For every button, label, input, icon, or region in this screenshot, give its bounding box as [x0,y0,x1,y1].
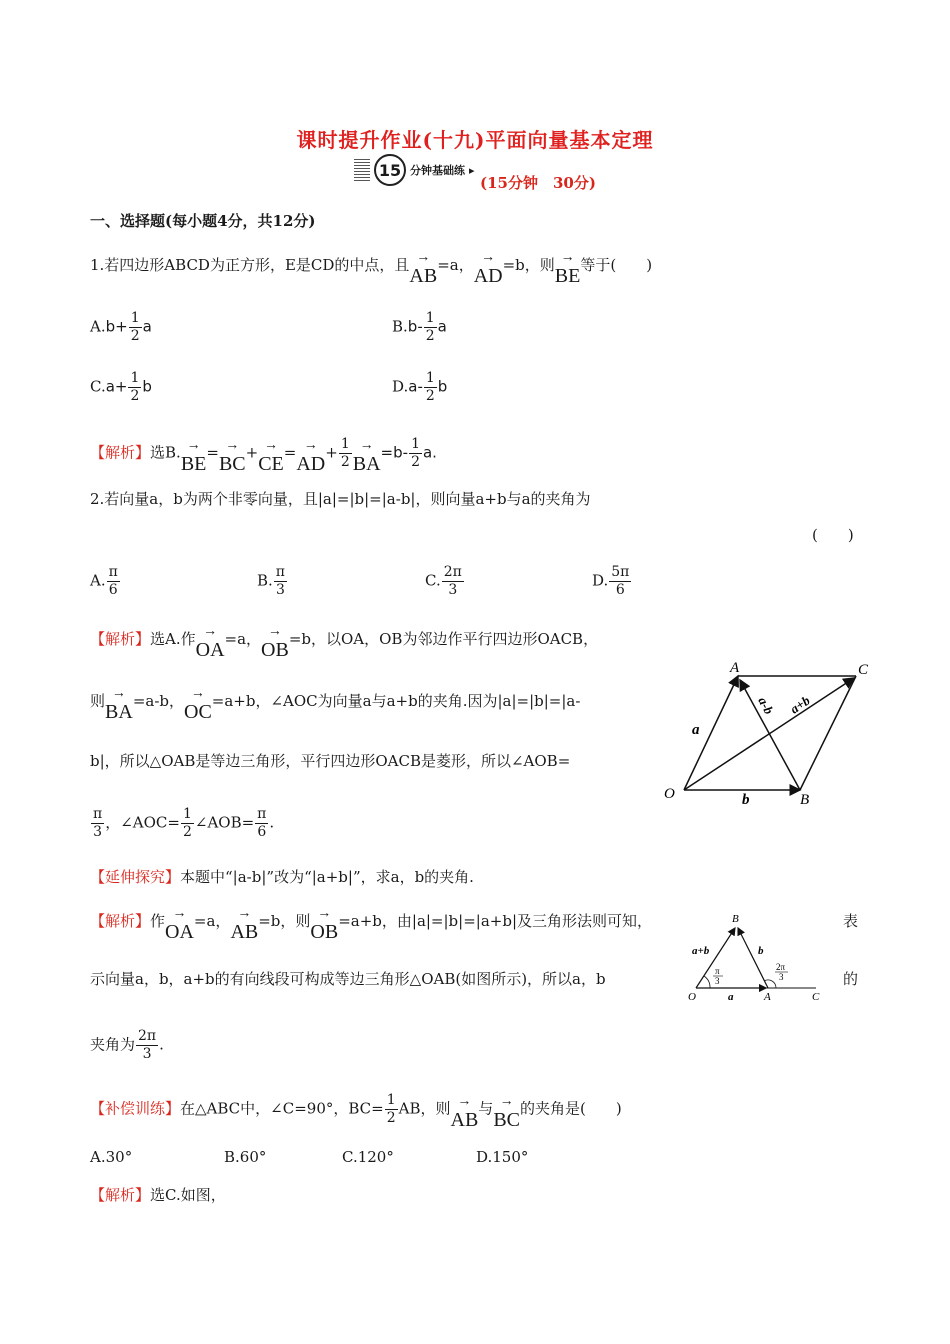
option-label: C. [425,571,441,590]
vector-ad: → AD [474,252,503,286]
analysis-text: =a-b， [132,692,184,710]
vector-oa: → OA [165,908,194,942]
numerator: π [275,564,285,580]
q2-option-a[interactable] [90,564,121,599]
denominator: 6 [615,582,625,598]
vector-ab: → AB [451,1096,479,1130]
analysis-text: 夹角为 [90,1035,136,1054]
label-pi-den: 3 [715,976,720,986]
badge-stripes [354,159,370,181]
comp-option-d[interactable]: D.150° [476,1148,529,1166]
ext-analysis-line-2: 示向量a，b，a+b的有向线段可构成等边三角形△OAB(如图所示)，所以a，b [90,970,606,988]
analysis-text: =a， [224,630,262,648]
vector-oa: → OA [196,626,225,660]
q1-text: =a， [437,256,474,274]
option-label: C. [90,377,106,396]
angle-arc-o [704,976,710,988]
numerator: 1 [425,370,435,386]
q2-option-b[interactable] [257,564,288,599]
numerator: 1 [182,806,192,822]
badge-arrow-icon: ▸ [469,163,475,177]
label-a-vector: a [728,991,734,1003]
analysis-text: =b，以OA，OB为邻边作平行四边形OACB， [288,630,599,648]
question-1-stem [90,252,652,286]
numerator: π [93,806,103,822]
comp-option-a[interactable]: A.30° [90,1148,133,1166]
badge-label: 分钟基础练 [410,164,465,177]
option-text: b+ [105,317,128,336]
ext-analysis-right-1: 表 [843,912,859,930]
label-o-point: O [664,786,675,802]
ext-analysis-line-1 [90,908,652,942]
fraction [136,1028,158,1063]
numerator: 2π [138,1028,157,1044]
edge-ab [738,928,768,988]
denominator: 2 [386,1110,396,1126]
q2-option-c[interactable] [425,564,465,599]
extension-tag: 【延伸探究】 [90,868,181,886]
q1-text: 1.若四边形ABCD为正方形，E是CD的中点，且 [90,256,410,274]
analysis-tag: 【解析】 [90,912,151,930]
vector-ob: → OB [310,908,338,942]
analysis-text: ，∠AOC= [105,813,180,832]
vector-ab: → AB [409,252,437,286]
label-a-plus-b: a+b [692,945,710,957]
option-text: b [437,377,448,396]
ext-analysis-line-3 [90,1028,164,1063]
symbol: = [283,443,297,462]
denominator: 3 [275,582,285,598]
analysis-text: . [159,1035,164,1054]
fraction [339,436,352,471]
comp-option-c[interactable]: C.120° [342,1148,394,1166]
numerator: 2π [443,564,462,580]
option-text: a [142,317,152,336]
q1-option-d[interactable] [392,370,447,405]
analysis-text: a. [422,443,437,462]
label-a-point: A [730,660,740,676]
fraction [442,564,464,599]
q1-option-c[interactable] [90,370,152,405]
section-heading: 一、选择题(每小题4分，共12分) [90,212,316,230]
analysis-text: 作 [150,912,166,930]
fraction [424,310,437,345]
q2-analysis-line-2 [90,688,580,722]
fraction [385,1092,398,1127]
label-two-pi-num: 2π [776,962,786,972]
denominator: 2 [340,454,350,470]
denominator: 2 [425,388,435,404]
denominator: 6 [257,824,267,840]
numerator: 1 [340,436,350,452]
page-title: 课时提升作业(十九)平面向量基本定理 [296,128,654,152]
numerator: π [108,564,118,580]
comp-option-b[interactable]: B.60° [224,1148,267,1166]
label-a-point: A [764,991,771,1003]
fraction [409,436,422,471]
timer-badge [354,154,475,186]
label-a-plus-b: a+b [787,692,813,717]
denominator: 2 [425,328,435,344]
fraction [274,564,287,599]
symbol: + [325,443,338,462]
label-c-point: C [812,991,820,1003]
fraction [128,370,141,405]
numerator: 1 [130,310,140,326]
option-text: b [142,377,152,396]
extension [90,866,474,887]
time-score: (15分钟 30分) [480,174,596,192]
ext-analysis-right-2: 的 [843,970,859,988]
analysis-text: =a+b，由|a|=|b|=|a+b|及三角形法则可知， [338,912,653,930]
vector-ce: → CE [258,440,284,474]
symbol: + [245,443,259,462]
option-label: D. [392,377,409,396]
q1-option-a[interactable] [90,310,152,345]
label-b-vector: b [758,945,764,957]
analysis-text: 选B. [150,443,181,462]
denominator: 3 [142,1046,152,1062]
q2-analysis-line-3: b|，所以△OAB是等边三角形，平行四边形OACB是菱形，所以∠AOB= [90,752,571,770]
analysis-tag: 【解析】 [90,1186,151,1204]
analysis-text: =b- [380,443,409,462]
vector-bc: → BC [219,440,246,474]
fraction [181,806,194,841]
question-text: 的夹角是( ) [520,1099,622,1118]
q2-answer-paren: ( ) [812,526,854,544]
analysis-text: 选A.作 [150,630,196,648]
analysis-text: =b，则 [258,912,311,930]
label-b-point: B [800,792,810,808]
triangle-figure [684,908,834,1008]
question-text: AB，则 [398,1099,451,1118]
numerator: 5π [611,564,630,580]
label-a-vector: a [692,722,700,738]
option-text: a- [408,377,423,396]
option-label: A. [90,571,106,590]
q1-option-b[interactable] [392,310,447,345]
label-b-point: B [732,913,739,925]
compensation-question [90,1092,622,1130]
parallelogram-figure [660,658,880,808]
vector-oc: → OC [184,688,212,722]
denominator: 3 [93,824,103,840]
badge-number: 15 [374,154,406,186]
fraction [129,310,142,345]
option-label: A. [90,317,106,336]
analysis-tag: 【解析】 [90,443,151,462]
q1-text: 等于( ) [580,256,653,274]
denominator: 2 [182,824,192,840]
q1-text: =b，则 [502,256,555,274]
option-label: B. [392,317,408,336]
label-c-point: C [858,662,869,678]
vector-be: → BE [555,252,581,286]
numerator: 1 [130,370,140,386]
analysis-text: ∠AOB= [194,813,255,832]
compensation-tag: 【补偿训练】 [90,1099,181,1118]
symbol: = [206,443,219,462]
numerator: 1 [411,436,420,452]
label-o-point: O [688,991,696,1003]
numerator: π [257,806,267,822]
vector-be: → BE [181,440,207,474]
edge-bc [800,676,856,790]
label-b-vector: b [742,792,750,808]
option-label: B. [257,571,273,590]
fraction [255,806,268,841]
analysis-text: 则 [90,692,106,710]
option-text: a+ [105,377,128,396]
q2-analysis-line-1 [90,626,598,660]
analysis-text: 选C.如图， [150,1186,226,1204]
numerator: 1 [425,310,435,326]
fraction [424,370,437,405]
question-2-stem: 2.若向量a，b为两个非零向量，且|a|=|b|=|a-b|，则向量a+b与a的夹角为 [90,490,591,508]
vector-ab: → AB [230,908,258,942]
denominator: 3 [448,582,458,598]
comp-analysis [90,1184,226,1205]
fraction [107,564,120,599]
q2-option-d[interactable] [592,564,632,599]
q1-analysis [90,436,437,474]
question-text: 在△ABC中，∠C=90°，BC= [180,1099,384,1118]
denominator: 2 [411,454,420,470]
q2-analysis-line-4 [90,806,274,841]
vector-ad: → AD [296,440,325,474]
label-a-minus-b: a-b [755,694,777,717]
fraction [609,564,631,599]
label-two-pi-den: 3 [779,972,784,982]
denominator: 2 [130,328,140,344]
analysis-text: =a， [193,912,231,930]
fraction [91,806,104,841]
numerator: 1 [386,1092,396,1108]
option-text: b- [407,317,423,336]
vector-ba: → BA [105,688,133,722]
vector-ob: → OB [261,626,289,660]
analysis-text: . [269,813,275,832]
question-text: 与 [478,1099,494,1118]
analysis-text: =a+b，∠AOC为向量a与a+b的夹角.因为|a|=|b|=|a- [211,692,581,710]
option-label: D. [592,571,609,590]
vector-ba: → BA [353,440,381,474]
label-pi-num: π [715,966,720,976]
denominator: 6 [108,582,118,598]
extension-text: 本题中“|a-b|”改为“|a+b|”，求a，b的夹角. [180,868,474,886]
vector-bc: → BC [493,1096,520,1130]
option-text: a [437,317,447,336]
analysis-tag: 【解析】 [90,630,151,648]
denominator: 2 [130,388,140,404]
